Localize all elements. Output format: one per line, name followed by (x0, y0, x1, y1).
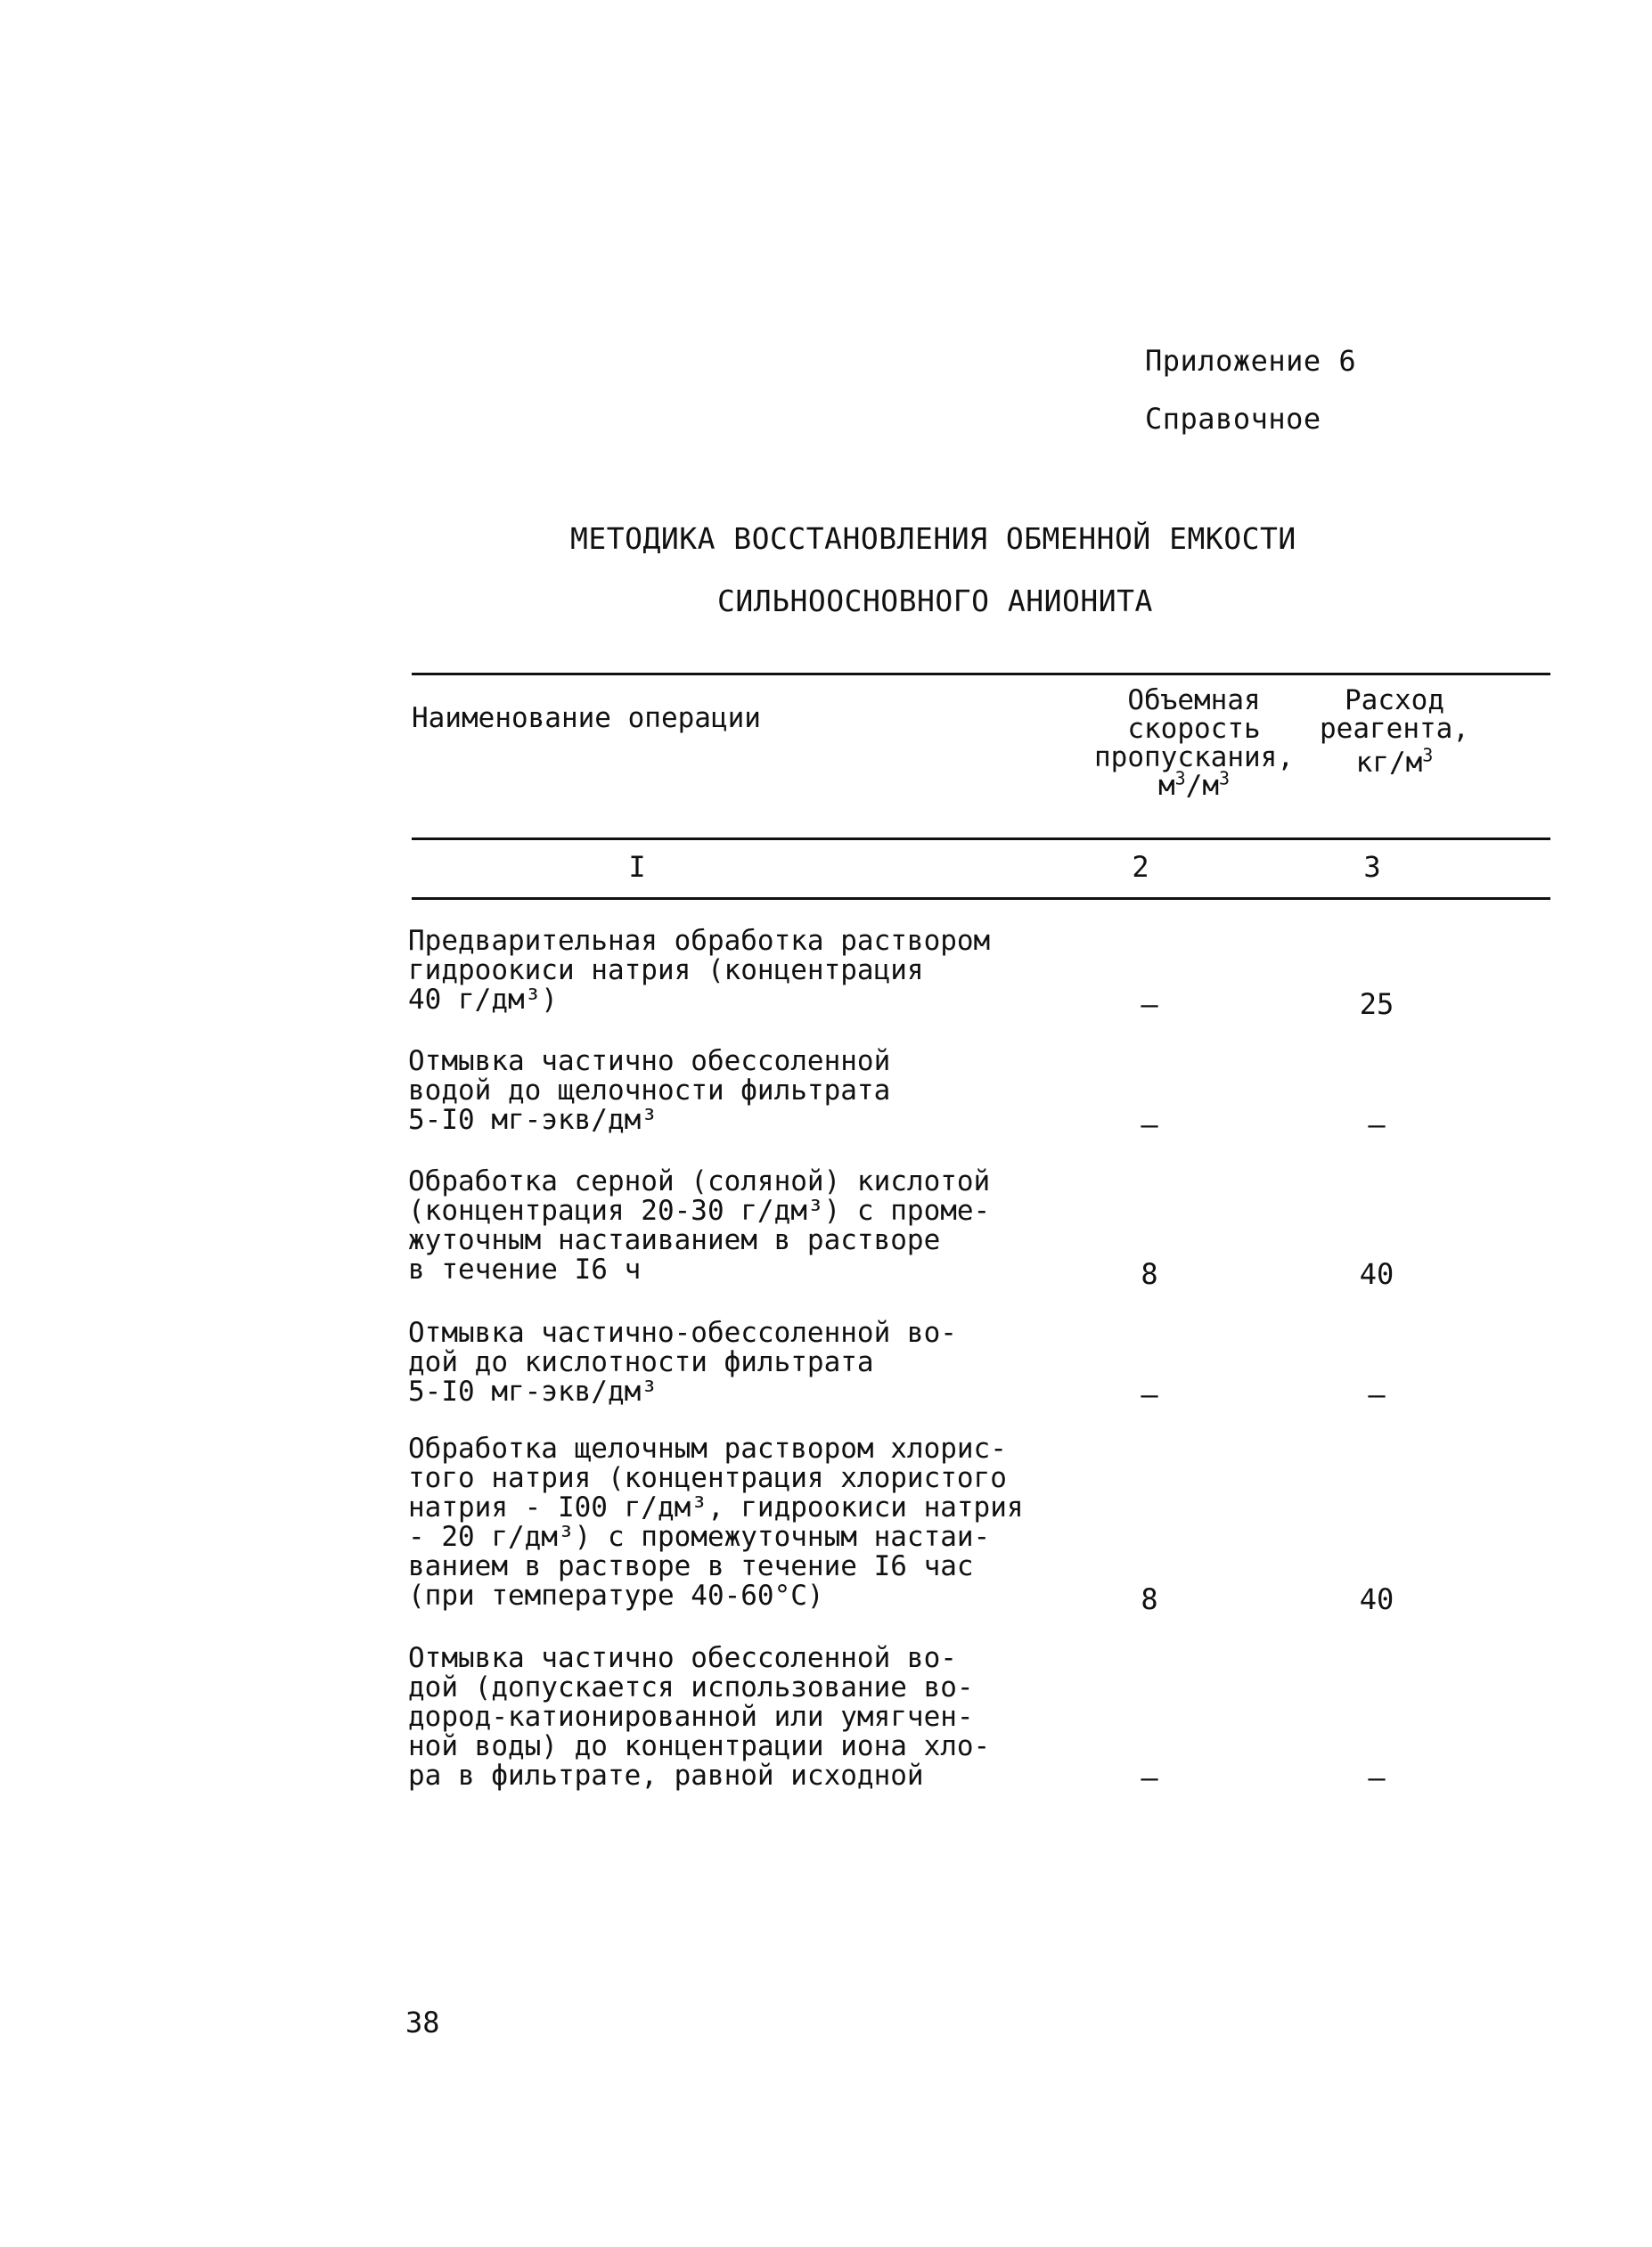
unit-base: кг/м (1355, 747, 1423, 779)
reagent-value: – (1368, 1377, 1386, 1411)
column-number-2: 2 (1132, 850, 1149, 884)
appendix-label: Приложение 6 (1145, 344, 1357, 378)
operation-text: Обработка серной (соляной) кислотой (концентрация 20-30 г/дм³) с промe- жуточным настаиванием в растворе в течение I6 ч (408, 1165, 991, 1286)
column-header-speed-unit (1069, 767, 1319, 802)
speed-value: – (1141, 1377, 1158, 1411)
column-header-speed-line: пропускания, (1094, 741, 1294, 773)
speed-value: – (1141, 987, 1158, 1021)
table-top-rule (412, 673, 1550, 675)
column-header-speed-line: Объемная (1127, 684, 1261, 716)
operation-text: Отмывка частично обессоленной во- дой (допускается использование во- дород-катионированной или умягчен- ной воды) до концентрации иона хло- ра в фильтрате, равной исходной (408, 1642, 991, 1792)
column-header-reagent (1296, 686, 1493, 777)
speed-value: – (1141, 1107, 1158, 1141)
unit-base: м (1157, 770, 1175, 802)
operation-text: Обработка щелочным раствором хлорис- того натрия (концентрация хлористого натрия - I00 г/дм³, гидроокиси натрия - 20 г/дм³) с промежуточным настаи- ванием в растворе в течение I6 час (при температуре 40-60°С) (408, 1433, 1024, 1612)
document-title-line-1: МЕТОДИКА ВОССТАНОВЛЕНИЯ ОБМЕННОЙ ЕМКОСТИ (570, 521, 1296, 556)
operation-text: Предварительная обработка раствором гидроокиси натрия (концентрация 40 г/дм³) (408, 925, 991, 1016)
column-header-reagent-unit (1296, 744, 1493, 779)
operation-text: Отмывка частично обессоленной водой до щелочности фильтрата 5-I0 мг-экв/дм³ (408, 1045, 891, 1136)
speed-value: 8 (1141, 1257, 1158, 1291)
reagent-value: – (1368, 1761, 1386, 1794)
reference-label: Справочное (1145, 402, 1321, 436)
column-header-speed-line: скорость (1127, 713, 1261, 745)
column-header-speed (1069, 686, 1319, 800)
reagent-value: 40 (1359, 1257, 1394, 1291)
column-number-1: I (628, 850, 646, 884)
reagent-value: 40 (1359, 1582, 1394, 1616)
column-number-3: 3 (1363, 850, 1381, 884)
unit-sup: 3 (1219, 767, 1231, 789)
column-header-reagent-line: Расход (1345, 684, 1444, 716)
unit-sup: 3 (1422, 744, 1434, 766)
table-numbering-rule (412, 897, 1550, 900)
speed-value: 8 (1141, 1582, 1158, 1616)
operation-text: Отмывка частично-обессоленной во- дой до кислотности фильтрата 5-I0 мг-экв/дм³ (408, 1317, 957, 1408)
unit-sup: 3 (1174, 767, 1186, 789)
unit-sep: /м (1185, 770, 1219, 802)
reagent-value: 25 (1359, 987, 1394, 1021)
column-header-reagent-line: реагента, (1320, 713, 1469, 745)
table-header-rule (412, 838, 1550, 840)
document-title-line-2: СИЛЬНООСНОВНОГО АНИОНИТА (717, 584, 1153, 618)
column-header-operation: Наименование операции (412, 702, 761, 734)
speed-value: – (1141, 1761, 1158, 1794)
page-number: 38 (405, 2006, 440, 2039)
reagent-value: – (1368, 1107, 1386, 1141)
